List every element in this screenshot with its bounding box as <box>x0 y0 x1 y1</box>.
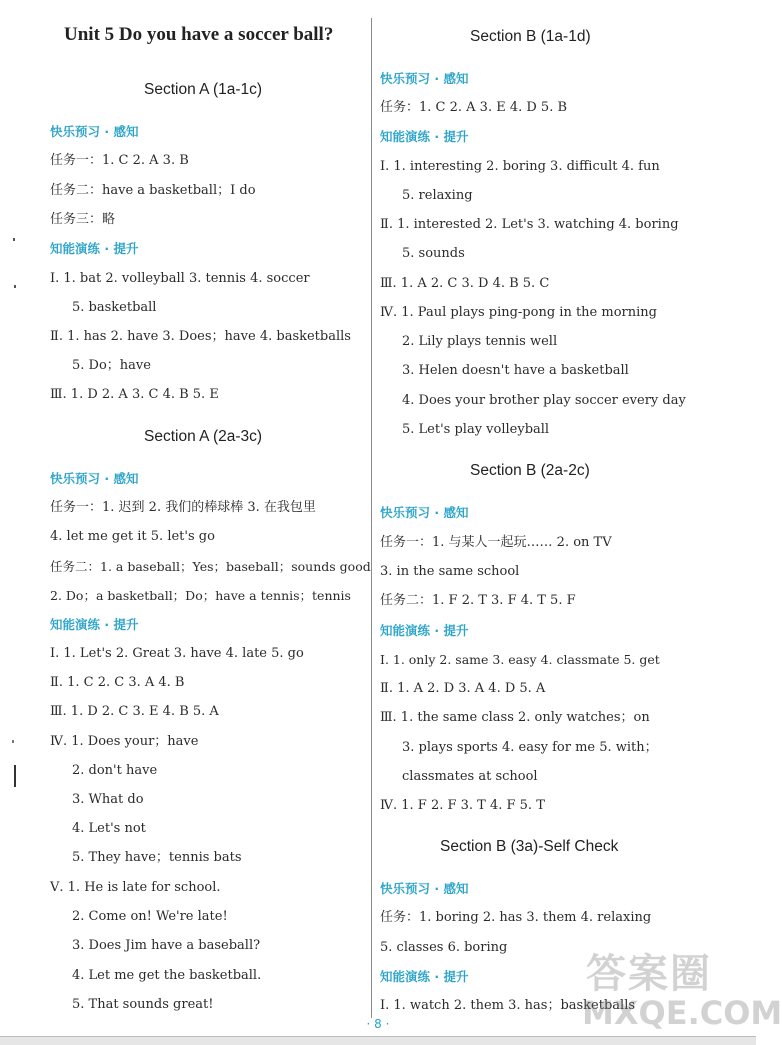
answer-line: 任务：1. C 2. A 3. E 4. D 5. B <box>380 100 568 115</box>
block-heading: 快乐预习 · 感知 <box>50 471 139 486</box>
section-title: Section A (1a-1c) <box>144 81 263 98</box>
answer-line: 4. Let me get the basketball. <box>72 968 262 983</box>
answer-line: 4. let me get it 5. let's go <box>50 529 215 544</box>
answer-line: Ⅰ. 1. bat 2. volleyball 3. tennis 4. soccer <box>50 271 310 286</box>
answer-line: 5. They have；tennis bats <box>72 850 242 865</box>
answer-line: Ⅰ. 1. watch 2. them 3. has；basketballs <box>380 998 636 1013</box>
answer-line: Ⅲ. 1. the same class 2. only watches；on <box>380 710 650 725</box>
answer-line: Ⅱ. 1. has 2. have 3. Does；have 4. basketballs <box>50 329 351 344</box>
answer-line: Ⅱ. 1. interested 2. Let's 3. watching 4. boring <box>380 217 679 232</box>
block-heading: 知能演练 · 提升 <box>380 129 469 144</box>
answer-line: 2. Do；a basketball；Do；have a tennis；tennis <box>50 588 351 603</box>
answer-line: 5. classes 6. boring <box>380 940 508 955</box>
answer-line: 5. Do；have <box>72 358 151 373</box>
answer-line: 3. What do <box>72 792 144 807</box>
section-title: Section B (3a)-Self Check <box>440 838 619 855</box>
answer-line: 任务二：1. F 2. T 3. F 4. T 5. F <box>380 593 576 608</box>
answer-line: 4. Does your brother play soccer every day <box>402 393 686 408</box>
answer-line: 2. Come on! We're late! <box>72 909 228 924</box>
answer-line: 5. relaxing <box>402 188 473 203</box>
answer-line: 2. Lily plays tennis well <box>402 334 558 349</box>
answer-line: Ⅲ. 1. A 2. C 3. D 4. B 5. C <box>380 276 550 291</box>
answer-line: 2. don't have <box>72 763 158 778</box>
answer-line: 5. basketball <box>72 300 157 315</box>
answer-line: 5. Let's play volleyball <box>402 422 550 437</box>
unit-title: Unit 5 Do you have a soccer ball? <box>64 24 334 45</box>
page-number: · 8 · <box>366 1017 390 1031</box>
answer-line: 任务三：略 <box>50 212 116 227</box>
answer-line: 任务二：1. a baseball；Yes；baseball；sounds good <box>50 559 371 574</box>
block-heading: 快乐预习 · 感知 <box>380 881 469 896</box>
answer-line: 5. That sounds great! <box>72 997 214 1012</box>
answer-line: Ⅰ. 1. interesting 2. boring 3. difficult 4. fun <box>380 159 660 174</box>
block-heading: 快乐预习 · 感知 <box>380 71 469 86</box>
answer-line: 4. Let's not <box>72 821 146 836</box>
block-heading: 快乐预习 · 感知 <box>380 505 469 520</box>
answer-line: Ⅰ. 1. Let's 2. Great 3. have 4. late 5. go <box>50 646 304 661</box>
scan-specks <box>12 230 18 790</box>
answer-line: Ⅲ. 1. D 2. A 3. C 4. B 5. E <box>50 387 219 402</box>
answer-line: 任务一：1. C 2. A 3. B <box>50 153 189 168</box>
answer-line: 3. in the same school <box>380 564 520 579</box>
answer-line: Ⅳ. 1. Paul plays ping-pong in the morning <box>380 305 657 320</box>
answer-line: Ⅳ. 1. Does your；have <box>50 734 199 749</box>
answer-line: 任务：1. boring 2. has 3. them 4. relaxing <box>380 910 652 925</box>
block-heading: 快乐预习 · 感知 <box>50 124 139 139</box>
section-title: Section B (2a-2c) <box>470 462 590 479</box>
bottom-bar <box>0 1036 756 1045</box>
watermark-site-text: MXQE.COM <box>582 994 782 1032</box>
answer-line: 3. Does Jim have a baseball? <box>72 938 261 953</box>
answer-line: 5. sounds <box>402 246 465 261</box>
watermark-logo-text: 答案圈 <box>586 951 712 997</box>
answer-line: Ⅳ. 1. F 2. F 3. T 4. F 5. T <box>380 798 545 813</box>
answer-line: 任务二：have a basketball；I do <box>50 183 256 198</box>
answer-line: 任务一：1. 与某人一起玩…… 2. on TV <box>380 535 612 550</box>
column-divider <box>371 18 372 1018</box>
answer-line: Ⅱ. 1. A 2. D 3. A 4. D 5. A <box>380 681 546 696</box>
block-heading: 知能演练 · 提升 <box>380 969 469 984</box>
answer-line: Ⅰ. 1. only 2. same 3. easy 4. classmate 5. get <box>380 652 660 667</box>
answer-line: Ⅲ. 1. D 2. C 3. E 4. B 5. A <box>50 704 219 719</box>
answer-line: 3. plays sports 4. easy for me 5. with； <box>402 740 658 755</box>
section-title: Section B (1a-1d) <box>470 28 591 45</box>
block-heading: 知能演练 · 提升 <box>380 623 469 638</box>
block-heading: 知能演练 · 提升 <box>50 617 139 632</box>
block-heading: 知能演练 · 提升 <box>50 241 139 256</box>
answer-line: Ⅱ. 1. C 2. C 3. A 4. B <box>50 675 185 690</box>
section-title: Section A (2a-3c) <box>144 428 263 445</box>
answer-line: classmates at school <box>402 769 538 784</box>
answer-line: 任务一：1. 迟到 2. 我们的棒球棒 3. 在我包里 <box>50 500 316 515</box>
answer-line: 3. Helen doesn't have a basketball <box>402 363 629 378</box>
answer-line: Ⅴ. 1. He is late for school. <box>50 880 221 895</box>
